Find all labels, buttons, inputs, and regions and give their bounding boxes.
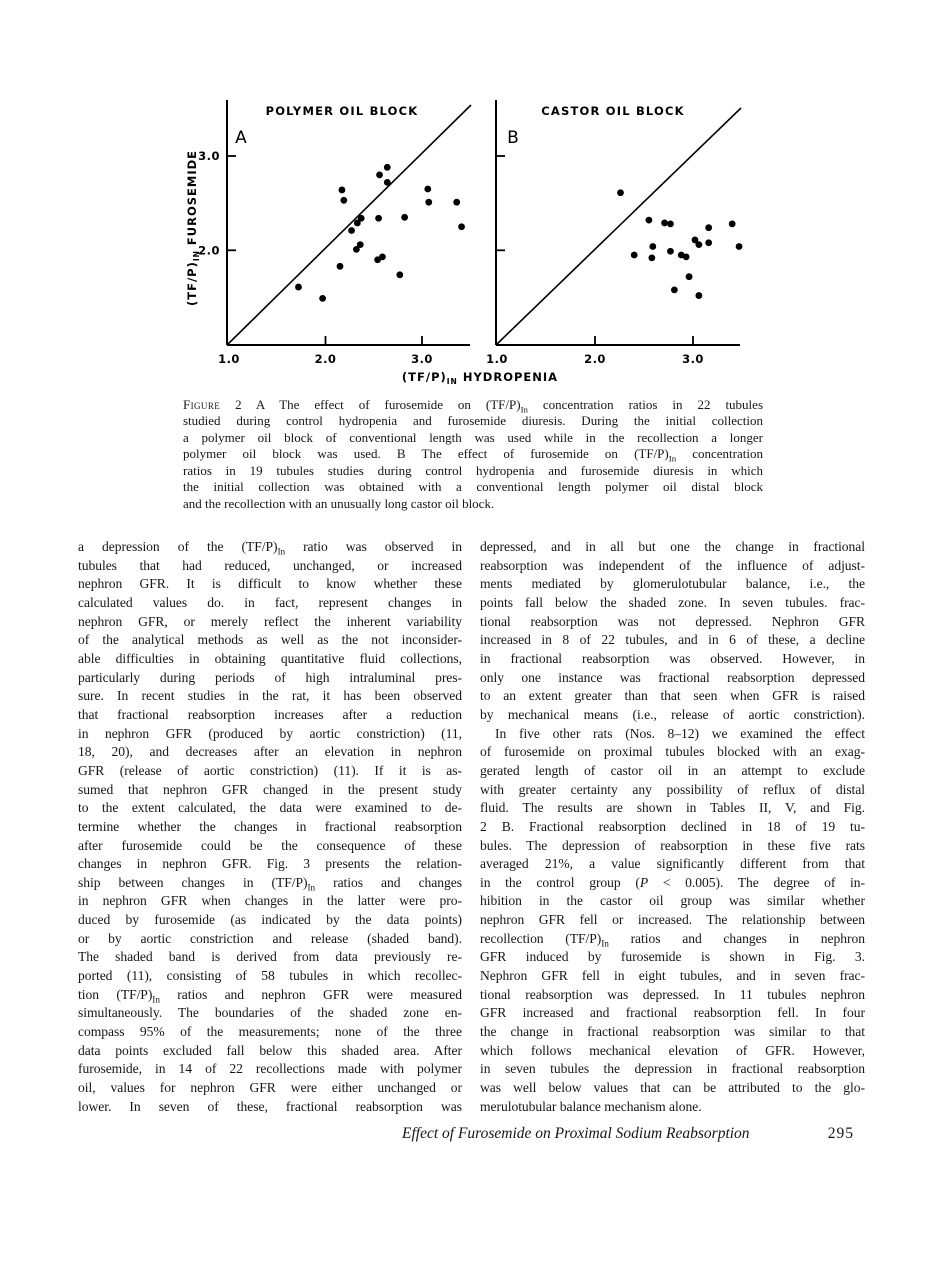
footer-running-title: Effect of Furosemide on Proximal Sodium Reabsorption bbox=[402, 1125, 750, 1142]
data-point bbox=[648, 254, 655, 261]
text-line: termine whether the changes in fractional reabsorption bbox=[78, 818, 462, 834]
text-line: duced by furosemide (as indicated by the data points) bbox=[78, 912, 462, 928]
text-line: after furosemide could be the consequence of these bbox=[78, 837, 462, 853]
data-point bbox=[384, 179, 391, 186]
text-line: polymer oil block was used. B The effect of furosemide on $(TF/P)_{In}$ concentration bbox=[183, 446, 763, 464]
data-point bbox=[458, 223, 465, 230]
text-line: of the analytical methods as well as the not inconsider- bbox=[78, 632, 462, 648]
text-line: simultaneously. The boundaries of the shaded zone en- bbox=[78, 1005, 462, 1021]
text-line: furosemide, in 14 of 22 recollections made with polymer bbox=[78, 1061, 462, 1077]
data-point bbox=[695, 292, 702, 299]
text-line: to an extent greater than that seen when GFR is raised bbox=[480, 688, 865, 704]
figure-caption bbox=[183, 397, 763, 512]
data-point bbox=[736, 243, 743, 250]
body-right-column bbox=[480, 538, 865, 1116]
text-line: fluid. The results are shown in Tables II, V, and Fig. bbox=[480, 800, 865, 816]
data-point bbox=[376, 171, 383, 178]
panel-letter: A bbox=[235, 128, 247, 148]
text-line: a depression of the $(TF/P)_{In}$ ratio was observed in bbox=[78, 539, 462, 557]
text-line: to the extent calculated, the data were examined to de- bbox=[78, 800, 462, 816]
text-line: nephron GFR. It is difficult to know whether these bbox=[78, 576, 462, 592]
text-line: compass 95% of the measurements; none of the three bbox=[78, 1024, 462, 1040]
text-line: ported (11), consisting of 58 tubules in which recollec- bbox=[78, 968, 462, 984]
panel-title: CASTOR OIL BLOCK bbox=[541, 104, 685, 118]
data-point bbox=[358, 215, 365, 222]
data-point bbox=[357, 241, 364, 248]
data-point bbox=[379, 254, 386, 261]
text-line: tion $(TF/P)_{In}$ ratios and nephron GFR were measured bbox=[78, 986, 462, 1005]
text-line: 18, 20), and decreases after an elevation in nephron bbox=[78, 744, 462, 760]
data-point bbox=[425, 199, 432, 206]
text-line: In five other rats (Nos. 8–12) we examined the effect bbox=[495, 725, 865, 741]
text-line: particularly during periods of high intraluminal pres- bbox=[78, 669, 462, 685]
identity-line bbox=[496, 108, 741, 345]
panel-b bbox=[486, 100, 742, 366]
x-tick-label: 3.0 bbox=[411, 352, 433, 366]
text-line: reabsorption was independent of the influence of adjust- bbox=[480, 557, 865, 573]
text-line: GFR induced by furosemide is shown in Fig. 3. bbox=[480, 949, 865, 965]
text-line: tubules that had reduced, unchanged, or increased bbox=[78, 557, 462, 573]
text-line: Figure 2 A The effect of furosemide on $(TF/P)_{In}$ concentration ratios in 22 tubules bbox=[183, 397, 763, 415]
text-line: in fractional reabsorption was observed. However, in bbox=[480, 650, 865, 666]
text-line: GFR increased and fractional reabsorption fell. In four bbox=[480, 1005, 865, 1021]
text-line: The shaded band is derived from data previously re- bbox=[78, 949, 462, 965]
figure-2-chart bbox=[183, 95, 883, 405]
data-point bbox=[384, 164, 391, 171]
text-line: which follows mechanical elevation of GFR. However, bbox=[480, 1042, 865, 1058]
text-line: of furosemide on proximal tubules blocked with an exag- bbox=[480, 744, 865, 760]
data-point bbox=[340, 197, 347, 204]
text-line: with greater certainty any possibility of reflux of distal bbox=[480, 781, 865, 797]
text-line: the initial collection was obtained with a conventional length polymer oil distal block bbox=[183, 479, 763, 495]
data-point bbox=[453, 199, 460, 206]
text-line: tional reabsorption was not depressed. Nephron GFR bbox=[480, 613, 865, 629]
text-line: by mechanical means (i.e., release of aortic constriction). bbox=[480, 706, 865, 722]
text-line: and the recollection with an unusually long castor oil block. bbox=[183, 495, 495, 511]
panel-a bbox=[185, 100, 471, 366]
text-line: merulotubular balance mechanism alone. bbox=[480, 1098, 702, 1114]
page-footer bbox=[402, 1125, 854, 1143]
text-line: tional reabsorption was depressed. In 11 tubules nephron bbox=[480, 986, 865, 1002]
y-axis-label: $(TF/P)_{IN}$ FUROSEMIDE bbox=[185, 149, 201, 307]
x-tick-label: 2.0 bbox=[584, 352, 606, 366]
text-line: ments mediated by glomerulotubular balance, i.e., the bbox=[480, 576, 865, 592]
data-point bbox=[319, 295, 326, 302]
data-point bbox=[337, 263, 344, 270]
data-point bbox=[617, 189, 624, 196]
data-point bbox=[695, 241, 702, 248]
y-tick-label: 2.0 bbox=[198, 243, 220, 258]
text-line: increased in 8 of 22 tubules, and in 6 of these, a decline bbox=[480, 632, 865, 648]
data-point bbox=[375, 215, 382, 222]
data-point bbox=[705, 224, 712, 231]
data-point bbox=[649, 243, 656, 250]
x-tick-label: 1.0 bbox=[486, 352, 508, 366]
data-point bbox=[683, 254, 690, 261]
text-line: Nephron GFR fell in eight tubules, and in seven frac- bbox=[480, 968, 865, 984]
data-point bbox=[705, 239, 712, 246]
text-line: a polymer oil block of conventional length was used while in the recollection a longer bbox=[183, 429, 763, 445]
y-tick-label: 3.0 bbox=[198, 149, 220, 163]
footer-page-number: 295 bbox=[827, 1125, 854, 1142]
text-line: was well below values that can be attributed to the glo- bbox=[480, 1080, 865, 1096]
text-line: nephron GFR, or merely reflect the inherent variability bbox=[78, 613, 462, 629]
text-line: hibition in the castor oil group was similar whether bbox=[480, 893, 865, 909]
data-point bbox=[295, 284, 302, 291]
data-point bbox=[396, 271, 403, 278]
text-line: bules. The depression of reabsorption in these five rats bbox=[480, 837, 865, 853]
data-point bbox=[667, 248, 674, 255]
text-line: gerated length of castor oil in an attempt to exclude bbox=[480, 762, 865, 778]
data-point bbox=[424, 186, 431, 193]
text-line: or by aortic constriction and release (shaded band). bbox=[78, 930, 462, 946]
x-tick-label: 2.0 bbox=[314, 352, 337, 366]
x-tick-label: 1.0 bbox=[218, 352, 240, 366]
text-line: oil, values for nephron GFR were either unchanged or bbox=[78, 1080, 462, 1096]
text-line: in nephron GFR (produced by aortic constriction) (11, bbox=[78, 725, 462, 741]
text-line: depressed, and in all but one the change in fractional bbox=[480, 539, 865, 554]
text-line: in the control group (P < 0.005). The degree of in- bbox=[480, 874, 866, 890]
data-point bbox=[631, 252, 638, 259]
data-point bbox=[686, 273, 693, 280]
text-line: ratios in 19 tubules studies during control hydropenia and furosemide diuresis in which bbox=[183, 462, 763, 478]
text-line: averaged 21%, a value significantly different from that bbox=[480, 856, 865, 872]
text-line: sure. In recent studies in the rat, it has been observed bbox=[78, 688, 462, 704]
data-point bbox=[646, 217, 653, 224]
data-point bbox=[339, 187, 346, 194]
x-tick-label: 3.0 bbox=[682, 352, 704, 366]
data-point bbox=[671, 287, 678, 294]
text-line: studied during control hydropenia and furosemide diuresis. During the initial collection bbox=[183, 413, 763, 429]
text-line: ship between changes in $(TF/P)_{In}$ ratios and changes bbox=[78, 874, 462, 893]
text-line: that fractional reabsorption increases after a reduction bbox=[78, 706, 462, 722]
text-line: the change in fractional reabsorption was similar to that bbox=[480, 1024, 865, 1040]
text-line: points fall below the shaded zone. In seven tubules. frac- bbox=[480, 594, 865, 610]
text-line: only one instance was fractional reabsorption depressed bbox=[480, 669, 865, 685]
data-point bbox=[729, 220, 736, 227]
text-line: changes in nephron GFR. Fig. 3 presents the relation- bbox=[78, 856, 462, 872]
data-point bbox=[348, 227, 355, 234]
data-point bbox=[667, 220, 674, 227]
data-point bbox=[401, 214, 408, 221]
identity-line bbox=[227, 105, 471, 345]
panel-title: POLYMER OIL BLOCK bbox=[265, 104, 419, 118]
text-line: in seven tubules the depression in fractional reabsorption bbox=[480, 1061, 865, 1077]
text-line: recollection $(TF/P)_{In}$ ratios and changes in nephron bbox=[480, 930, 865, 949]
panel-letter: B bbox=[507, 128, 519, 148]
text-line: calculated values do. in fact, represent changes in bbox=[78, 594, 462, 610]
text-line: able difficulties in obtaining quantitative fluid collections, bbox=[78, 650, 462, 666]
text-line: in nephron GFR when changes in the latter were pro- bbox=[78, 893, 462, 909]
text-line: GFR (release of aortic constriction) (11). If it is as- bbox=[78, 762, 462, 778]
text-line: data points excluded fall below this shaded area. After bbox=[78, 1042, 462, 1058]
text-line: nephron GFR fell or increased. The relationship between bbox=[480, 912, 865, 928]
data-point bbox=[661, 220, 668, 227]
text-line: 2 B. Fractional reabsorption declined in 18 of 19 tu- bbox=[480, 818, 865, 834]
figure-2 bbox=[183, 95, 883, 405]
body-left-column bbox=[78, 538, 462, 1116]
x-axis-label: $(TF/P)_{IN}$ HYDROPENIA bbox=[401, 370, 559, 386]
text-line: lower. In seven of these, fractional reabsorption was bbox=[78, 1098, 462, 1114]
text-line: sumed that nephron GFR changed in the present study bbox=[78, 781, 462, 797]
